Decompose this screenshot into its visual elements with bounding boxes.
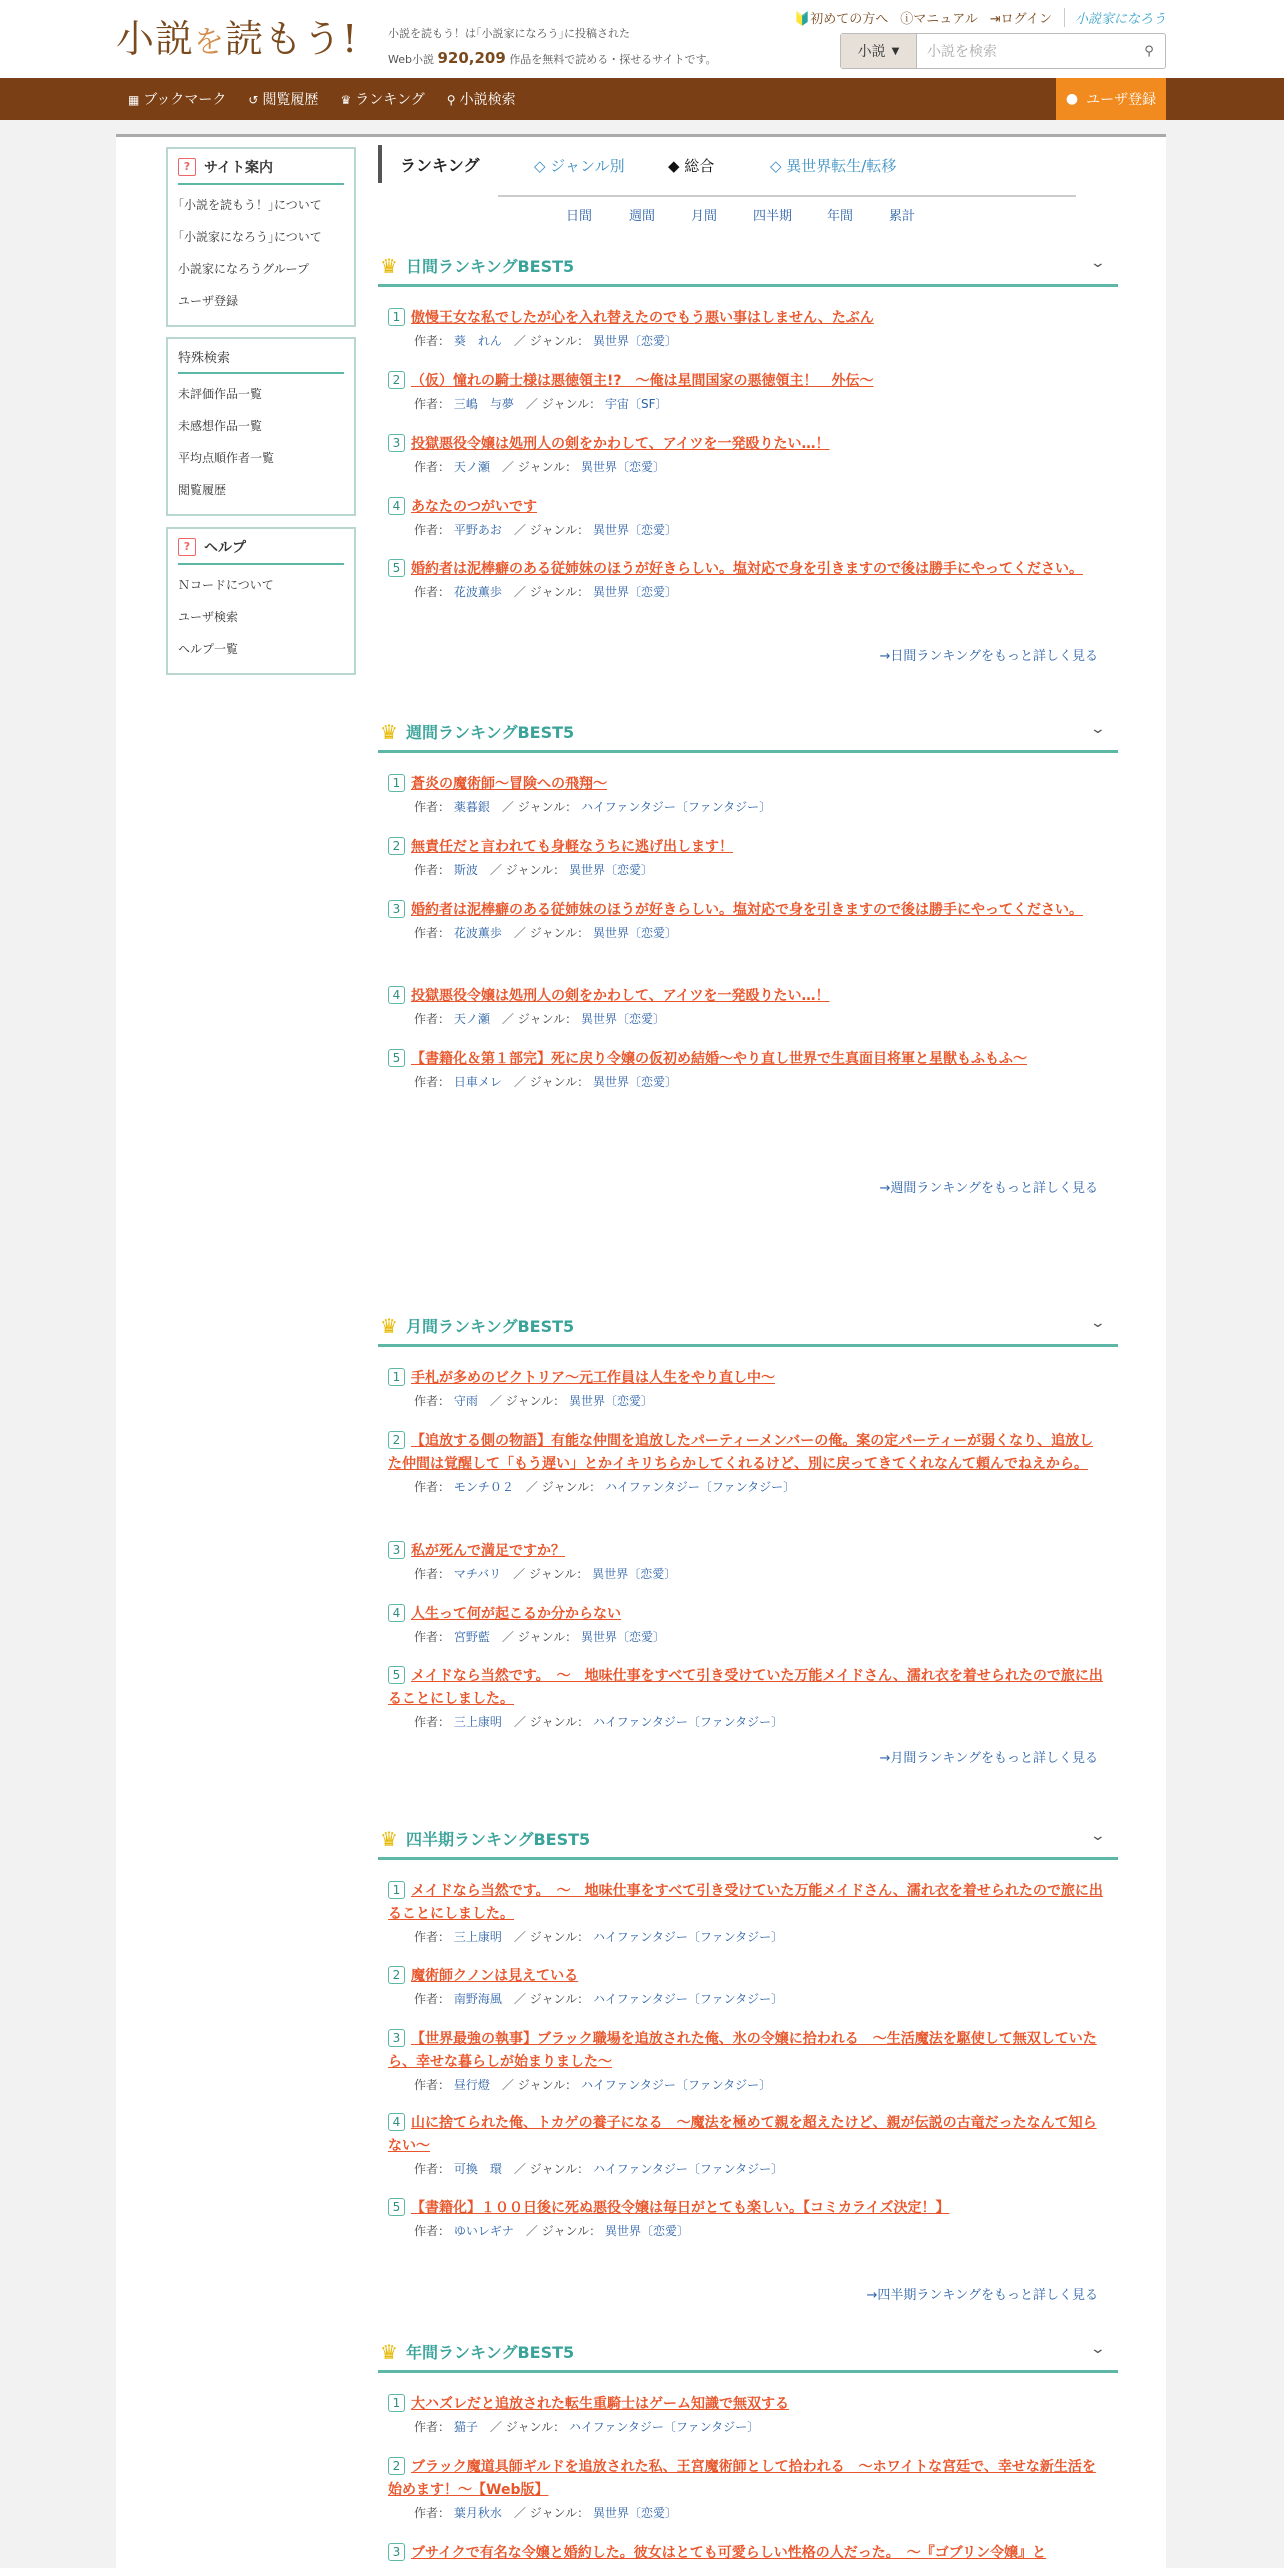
site-logo[interactable] bbox=[116, 14, 358, 68]
genre-label: ／ ジャンル： bbox=[501, 1630, 578, 1644]
logo-text: 小説 bbox=[116, 17, 195, 61]
rank-number: 5 bbox=[388, 559, 405, 577]
sidebar-site-info-heading bbox=[178, 157, 344, 185]
beginners-link[interactable] bbox=[794, 8, 888, 27]
genre-label: ／ ジャンル： bbox=[525, 2224, 602, 2238]
novel-title-link[interactable]: 手札が多めのビクトリア～元工作員は人生をやり直し中～ bbox=[411, 1370, 775, 1386]
author-label: 作者： bbox=[414, 2224, 451, 2238]
novel-title-link[interactable]: 投獄悪役令嬢は処刑人の剣をかわして、アイツを一発殴りたい…！ bbox=[411, 988, 830, 1004]
chevron-down-icon[interactable]: ⌄ bbox=[1089, 255, 1107, 271]
rank-number: 2 bbox=[388, 837, 405, 855]
search-category-value: 小説 bbox=[857, 44, 886, 60]
ranking-item bbox=[388, 2456, 1106, 2524]
genre-link[interactable]: 異世界〔恋愛〕 bbox=[592, 1075, 677, 1089]
author-link[interactable]: 宮野藍 bbox=[453, 1630, 490, 1644]
author-label: 作者： bbox=[414, 863, 451, 877]
search-input[interactable]: 小説を検索 bbox=[927, 44, 997, 60]
novel-title-link[interactable]: 無責任だと言われても身軽なうちに逃げ出します！ bbox=[411, 839, 733, 855]
sidebar-item-unrated[interactable]: 未評価作品一覧 bbox=[178, 387, 263, 401]
rank-number: 2 bbox=[388, 1966, 405, 1984]
genre-label: ／ ジャンル： bbox=[525, 397, 602, 411]
author-label: 作者： bbox=[414, 1480, 451, 1494]
genre-link[interactable]: ハイファンタジー〔ファンタジー〕 bbox=[592, 1930, 784, 1944]
tab-isekai[interactable]: ◇ 異世界転生/転移 bbox=[770, 157, 897, 175]
ranking-item bbox=[388, 496, 1106, 541]
ranking-item bbox=[388, 836, 1106, 881]
rank-number: 3 bbox=[388, 434, 405, 452]
novel-title-link[interactable]: 大ハズレだと追放された転生重騎士はゲーム知識で無双する bbox=[411, 2396, 789, 2412]
sidebar-item-no-review[interactable]: 未感想作品一覧 bbox=[178, 419, 263, 433]
crown-icon: ♛ bbox=[380, 253, 398, 278]
genre-label: ／ ジャンル： bbox=[513, 1715, 590, 1729]
genre-link[interactable]: ハイファンタジー〔ファンタジー〕 bbox=[604, 1480, 796, 1494]
author-link[interactable]: 花波薫歩 bbox=[453, 926, 502, 940]
tagline-line1: 小説を読もう！は｢小説家になろう｣に投稿された bbox=[388, 27, 630, 40]
novel-title-link[interactable]: 人生って何が起こるか分からない bbox=[411, 1606, 621, 1622]
author-label: 作者： bbox=[414, 800, 451, 814]
author-link[interactable]: 南野海風 bbox=[453, 1992, 502, 2006]
author-label: 作者： bbox=[414, 2078, 451, 2092]
genre-link[interactable]: ハイファンタジー〔ファンタジー〕 bbox=[592, 2162, 784, 2176]
sidebar-item-history[interactable]: 閲覧履歴 bbox=[178, 483, 227, 497]
nav-history[interactable] bbox=[248, 89, 318, 109]
nav-ranking-label: ランキング bbox=[355, 92, 425, 108]
sidebar-special-heading bbox=[178, 347, 344, 374]
rank-number: 4 bbox=[388, 1604, 405, 1622]
author-label: 作者： bbox=[414, 460, 451, 474]
rank-number: 2 bbox=[388, 371, 405, 389]
genre-label: ／ ジャンル： bbox=[513, 1075, 590, 1089]
ranking-item bbox=[388, 1603, 1106, 1648]
ranking-tabs bbox=[378, 145, 1078, 183]
section-title: 月間ランキングBEST5 bbox=[405, 1317, 575, 1336]
genre-link[interactable]: 宇宙〔SF〕 bbox=[604, 397, 668, 411]
genre-label: ／ ジャンル： bbox=[501, 1012, 578, 1026]
author-link[interactable]: 花波薫歩 bbox=[453, 585, 502, 599]
author-link[interactable]: 平野あお bbox=[453, 523, 502, 537]
author-link[interactable]: 日車メレ bbox=[453, 1075, 502, 1089]
tabs-accent-bar bbox=[378, 145, 382, 183]
nav-search-label: 小説検索 bbox=[459, 92, 516, 108]
site-tagline bbox=[388, 22, 717, 72]
genre-link[interactable]: 異世界〔恋愛〕 bbox=[568, 1394, 653, 1408]
sidebar-item-about-yomou[interactable]: ｢小説を読もう！｣について bbox=[178, 198, 322, 212]
author-label: 作者： bbox=[414, 1075, 451, 1089]
genre-label: ／ ジャンル： bbox=[489, 863, 566, 877]
period-weekly[interactable]: 週間 bbox=[629, 209, 656, 224]
author-label: 作者： bbox=[414, 334, 451, 348]
login-link[interactable] bbox=[990, 8, 1052, 27]
ranking-section-daily bbox=[378, 247, 1118, 667]
crown-icon: ♛ bbox=[380, 719, 398, 744]
login-label: ログイン bbox=[1000, 12, 1052, 27]
ranking-title: ランキング bbox=[400, 156, 480, 175]
genre-label: ／ ジャンル： bbox=[513, 926, 590, 940]
tab-overall[interactable]: ◆ 総合 bbox=[668, 157, 715, 175]
sidebar-item-avg-score[interactable]: 平均点順作者一覧 bbox=[178, 451, 275, 465]
history-icon: ↺ bbox=[248, 93, 259, 107]
author-label: 作者： bbox=[414, 2506, 451, 2520]
logo-text-rest: 読もう! bbox=[225, 17, 359, 61]
genre-link[interactable]: ハイファンタジー〔ファンタジー〕 bbox=[568, 2420, 760, 2434]
chevron-down-icon[interactable]: ⌄ bbox=[1089, 721, 1107, 737]
ranking-item bbox=[388, 1880, 1106, 1948]
ranking-item bbox=[388, 307, 1106, 352]
ranking-item bbox=[388, 1665, 1106, 1733]
author-label: 作者： bbox=[414, 1992, 451, 2006]
genre-link[interactable]: 異世界〔恋愛〕 bbox=[592, 523, 677, 537]
author-label: 作者： bbox=[414, 926, 451, 940]
header-links bbox=[794, 8, 1166, 27]
ranking-item bbox=[388, 370, 1106, 415]
sidebar-item-user-search[interactable]: ユーザ検索 bbox=[178, 610, 239, 624]
crown-icon: ♛ bbox=[340, 93, 352, 107]
chevron-down-icon[interactable]: ⌄ bbox=[1089, 2341, 1107, 2357]
ranking-item bbox=[388, 2542, 1106, 2565]
genre-label: ／ ジャンル： bbox=[525, 1480, 602, 1494]
genre-label: ／ ジャンル： bbox=[513, 2506, 590, 2520]
chevron-down-icon[interactable]: ⌄ bbox=[1089, 1828, 1107, 1844]
period-monthly[interactable]: 月間 bbox=[691, 209, 718, 224]
genre-link[interactable]: 異世界〔恋愛〕 bbox=[580, 460, 665, 474]
author-label: 作者： bbox=[414, 1930, 451, 1944]
genre-link[interactable]: ハイファンタジー〔ファンタジー〕 bbox=[592, 1715, 784, 1729]
sidebar-special-title: 特殊検索 bbox=[178, 351, 231, 366]
period-yearly[interactable]: 年間 bbox=[827, 209, 854, 224]
main-content bbox=[116, 137, 1166, 2568]
login-icon: ⇥ bbox=[989, 12, 1001, 27]
sidebar-item-about-narou[interactable]: ｢小説家になろう｣について bbox=[178, 230, 322, 244]
question-icon: ? bbox=[178, 538, 196, 556]
genre-link[interactable]: 異世界〔恋愛〕 bbox=[568, 863, 653, 877]
genre-label: ／ ジャンル： bbox=[513, 2162, 590, 2176]
genre-link[interactable]: 異世界〔恋愛〕 bbox=[592, 334, 677, 348]
tabs-underline bbox=[498, 195, 1076, 197]
sidebar-help-title: ヘルプ bbox=[204, 540, 246, 556]
novel-title-link[interactable]: 投獄悪役令嬢は処刑人の剣をかわして、アイツを一発殴りたい…！ bbox=[411, 436, 830, 452]
sidebar-help-heading bbox=[178, 537, 344, 565]
ranking-section-yearly bbox=[378, 2333, 1118, 2568]
author-label: 作者： bbox=[414, 1715, 451, 1729]
rank-number: 3 bbox=[388, 1541, 405, 1559]
genre-label: ／ ジャンル： bbox=[489, 1394, 566, 1408]
genre-label: ／ ジャンル： bbox=[489, 2420, 566, 2434]
author-label: 作者： bbox=[414, 397, 451, 411]
site-header bbox=[0, 0, 1284, 78]
nav-bookmark[interactable] bbox=[128, 89, 226, 109]
novel-title-link[interactable]: 【世界最強の執事】ブラック職場を追放された俺、氷の令嬢に拾われる ～生活魔法を駆使して無双していたら、幸せな暮らしが始まりました～ bbox=[388, 2031, 1097, 2070]
main-navbar bbox=[0, 78, 1284, 120]
beginner-icon: 🔰 bbox=[794, 12, 811, 27]
genre-label: ／ ジャンル： bbox=[501, 460, 578, 474]
sidebar-site-info bbox=[166, 147, 356, 327]
ranking-item bbox=[388, 1048, 1106, 1093]
ranking-item bbox=[388, 1965, 1106, 2010]
period-daily[interactable]: 日間 bbox=[566, 209, 593, 224]
rank-number: 1 bbox=[388, 774, 405, 792]
author-link[interactable]: 天ノ瀬 bbox=[453, 1012, 490, 1026]
genre-link[interactable]: 異世界〔恋愛〕 bbox=[592, 1567, 677, 1581]
novel-title-link[interactable]: 【追放する側の物語】有能な仲間を追放したパーティーメンバーの俺。案の定パーティーが弱くなり、追放した仲間は覚醒して「もう遅い」とかイキリちらかしてくれるけど、別に戻ってきてくれなんて頼んでねえから。 bbox=[388, 1433, 1094, 1472]
nav-search[interactable] bbox=[447, 89, 516, 109]
user-register-button[interactable] bbox=[1056, 78, 1166, 120]
search-box bbox=[840, 33, 1166, 69]
crown-icon: ♛ bbox=[380, 1313, 398, 1338]
tagline-prefix: Web小説 bbox=[388, 53, 434, 66]
genre-link[interactable]: ハイファンタジー〔ファンタジー〕 bbox=[580, 800, 772, 814]
crown-icon: ♛ bbox=[380, 2339, 398, 2364]
ranking-item bbox=[388, 558, 1106, 603]
genre-label: ／ ジャンル： bbox=[513, 523, 590, 537]
sidebar-item-narou-group[interactable]: 小説家になろうグループ bbox=[178, 262, 310, 276]
section-title: 週間ランキングBEST5 bbox=[405, 723, 575, 742]
novel-title-link[interactable]: 婚約者は泥棒癖のある従姉妹のほうが好きらしい。塩対応で身を引きますので後は勝手にやってください。 bbox=[411, 561, 1083, 577]
author-label: 作者： bbox=[414, 2162, 451, 2176]
genre-label: ／ ジャンル： bbox=[501, 2078, 578, 2092]
ranking-item bbox=[388, 2028, 1106, 2096]
author-link[interactable]: 三上康明 bbox=[453, 1715, 502, 1729]
rank-number: 1 bbox=[388, 1881, 405, 1899]
novel-title-link[interactable]: 傲慢王女な私でしたが心を入れ替えたのでもう悪い事はしません、たぶん bbox=[411, 310, 874, 326]
author-link[interactable]: 昼行燈 bbox=[453, 2078, 490, 2092]
author-label: 作者： bbox=[414, 1567, 451, 1581]
rank-number: 1 bbox=[388, 1368, 405, 1386]
section-title: 年間ランキングBEST5 bbox=[405, 2343, 575, 2362]
search-category-select[interactable] bbox=[841, 34, 917, 68]
chevron-down-icon[interactable]: ⌄ bbox=[1089, 1315, 1107, 1331]
ranking-item bbox=[388, 2197, 1106, 2242]
novel-title-link[interactable]: 私が死んで満足ですか？ bbox=[411, 1543, 565, 1559]
author-link[interactable]: モンチ０２ bbox=[453, 1480, 514, 1494]
ranking-section-header[interactable] bbox=[378, 2333, 1118, 2373]
ranking-item bbox=[388, 2393, 1106, 2438]
more-ranking-link[interactable]: →四半期ランキングをもっと詳しく見る bbox=[866, 2288, 1098, 2303]
author-label: 作者： bbox=[414, 2420, 451, 2434]
rank-number: 5 bbox=[388, 2198, 405, 2216]
ranking-item bbox=[388, 899, 1106, 944]
novel-title-link[interactable]: 婚約者は泥棒癖のある従姉妹のほうが好きらしい。塩対応で身を引きますので後は勝手にやってください。 bbox=[411, 902, 1083, 918]
rank-number: 3 bbox=[388, 2029, 405, 2047]
sidebar-help bbox=[166, 527, 356, 675]
genre-link[interactable]: ハイファンタジー〔ファンタジー〕 bbox=[580, 2078, 772, 2092]
crown-icon: ♛ bbox=[380, 1826, 398, 1851]
user-icon: ● bbox=[1065, 91, 1079, 107]
rank-number: 3 bbox=[388, 900, 405, 918]
genre-link[interactable]: 異世界〔恋愛〕 bbox=[580, 1630, 665, 1644]
rank-number: 4 bbox=[388, 497, 405, 515]
author-link[interactable]: 三上康明 bbox=[453, 1930, 502, 1944]
author-link[interactable]: 天ノ瀬 bbox=[453, 460, 490, 474]
nav-bookmark-label: ブックマーク bbox=[143, 92, 227, 108]
ranking-section-header[interactable] bbox=[378, 247, 1118, 287]
chevron-down-icon: ▼ bbox=[891, 45, 900, 57]
author-link[interactable]: 斯波 bbox=[453, 863, 478, 877]
novel-title-link[interactable]: あなたのつがいです bbox=[411, 499, 537, 515]
novel-title-link[interactable]: 【書籍化＆第１部完】死に戻り令嬢の仮初め結婚～やり直し世界で生真面目将軍と星獣もふもふ～ bbox=[411, 1051, 1027, 1067]
author-label: 作者： bbox=[414, 1630, 451, 1644]
sidebar-site-info-title: サイト案内 bbox=[204, 160, 274, 176]
author-label: 作者： bbox=[414, 1394, 451, 1408]
ranking-section-weekly bbox=[378, 713, 1118, 1196]
genre-link[interactable]: 異世界〔恋愛〕 bbox=[580, 1012, 665, 1026]
logo-text-wo: を bbox=[194, 25, 226, 60]
novel-title-link[interactable]: 蒼炎の魔術師～冒険への飛翔～ bbox=[411, 776, 607, 792]
tab-genre[interactable]: ◇ ジャンル別 bbox=[534, 157, 625, 175]
rank-number: 3 bbox=[388, 2543, 405, 2561]
rank-number: 4 bbox=[388, 2113, 405, 2131]
author-label: 作者： bbox=[414, 1012, 451, 1026]
search-button[interactable] bbox=[1133, 34, 1165, 68]
ranking-item bbox=[388, 1367, 1106, 1412]
genre-label: ／ ジャンル： bbox=[513, 1930, 590, 1944]
section-title: 四半期ランキングBEST5 bbox=[405, 1830, 591, 1849]
tagline-suffix: 作品を無料で読める・探せるサイトです。 bbox=[509, 53, 717, 66]
period-total[interactable]: 累計 bbox=[889, 209, 916, 224]
novel-title-link[interactable]: メイドなら当然です。 ～ 地味仕事をすべて引き受けていた万能メイドさん、濡れ衣を着せられたので旅に出ることにしました。 bbox=[388, 1883, 1103, 1922]
author-link[interactable]: 葵 れん bbox=[453, 334, 502, 348]
ranking-item bbox=[388, 1430, 1106, 1498]
sidebar-item-help-list[interactable]: ヘルプ一覧 bbox=[178, 642, 239, 656]
genre-label: ／ ジャンル： bbox=[513, 585, 590, 599]
rank-number: 1 bbox=[388, 2394, 405, 2412]
author-link[interactable]: 三嶋 与夢 bbox=[453, 397, 514, 411]
genre-label: ／ ジャンル： bbox=[513, 1992, 590, 2006]
author-link[interactable]: ゆいレギナ bbox=[453, 2224, 514, 2238]
section-title: 日間ランキングBEST5 bbox=[405, 257, 575, 276]
manual-link[interactable] bbox=[900, 8, 978, 27]
author-link[interactable]: 葉月秋水 bbox=[453, 2506, 502, 2520]
ranking-item bbox=[388, 1540, 1106, 1585]
genre-label: ／ ジャンル： bbox=[501, 800, 578, 814]
novel-count: 920,209 bbox=[437, 49, 506, 67]
genre-link[interactable]: 異世界〔恋愛〕 bbox=[592, 585, 677, 599]
more-ranking-link[interactable]: →週間ランキングをもっと詳しく見る bbox=[879, 1181, 1098, 1196]
search-icon: ⚲ bbox=[446, 93, 456, 107]
search-icon: ⚲ bbox=[1144, 43, 1154, 59]
more-ranking-link[interactable]: →日間ランキングをもっと詳しく見る bbox=[879, 649, 1098, 664]
question-circle-icon: ⓘ bbox=[900, 12, 914, 27]
narou-logo-link[interactable]: 小説家になろう bbox=[1064, 8, 1166, 27]
register-label: ユーザ登録 bbox=[1086, 92, 1157, 108]
author-link[interactable]: マチバリ bbox=[453, 1567, 502, 1581]
author-label: 作者： bbox=[414, 585, 451, 599]
author-link[interactable]: 猫子 bbox=[453, 2420, 478, 2434]
rank-number: 5 bbox=[388, 1666, 405, 1684]
novel-title-link[interactable]: 【書籍化】１００日後に死ぬ悪役令嬢は毎日がとても楽しい。【コミカライズ決定！】 bbox=[411, 2200, 950, 2216]
period-quarterly[interactable]: 四半期 bbox=[753, 209, 793, 224]
genre-link[interactable]: 異世界〔恋愛〕 bbox=[592, 926, 677, 940]
novel-title-link[interactable]: 魔術師クノンは見えている bbox=[411, 1968, 579, 1984]
ranking-section-header[interactable] bbox=[378, 1307, 1118, 1347]
genre-link[interactable]: 異世界〔恋愛〕 bbox=[604, 2224, 689, 2238]
ranking-section-header[interactable] bbox=[378, 713, 1118, 753]
genre-label: ／ ジャンル： bbox=[513, 334, 590, 348]
sidebar-item-ncode[interactable]: Ｎコードについて bbox=[178, 578, 274, 592]
ranking-section-monthly bbox=[378, 1307, 1118, 1766]
rank-number: 1 bbox=[388, 308, 405, 326]
novel-title-link[interactable]: ブサイクで有名な令嬢と婚約した。彼女はとても可愛らしい性格の人だった。 ～『ゴブリン令嬢』と bbox=[411, 2545, 1047, 2561]
rank-number: 2 bbox=[388, 2457, 405, 2475]
manual-label: マニュアル bbox=[913, 12, 978, 27]
rank-number: 4 bbox=[388, 986, 405, 1004]
ranking-item bbox=[388, 2112, 1106, 2180]
rank-number: 2 bbox=[388, 1431, 405, 1449]
beginners-label: 初めての方へ bbox=[810, 12, 889, 27]
question-icon: ? bbox=[178, 158, 196, 176]
novel-title-link[interactable]: 山に捨てられた俺、トカゲの養子になる ～魔法を極めて親を超えたけど、親が伝説の古竜だったなんて知らない～ bbox=[388, 2115, 1097, 2154]
novel-title-link[interactable]: （仮）憧れの騎士様は悪徳領主!? ～俺は星間国家の悪徳領主！ 外伝～ bbox=[411, 373, 874, 389]
bookmark-icon: ▦ bbox=[128, 93, 140, 107]
ranking-item bbox=[388, 773, 1106, 818]
author-link[interactable]: 薬暮銀 bbox=[453, 800, 490, 814]
novel-title-link[interactable]: ブラック魔道具師ギルドを追放された私、王宮魔術師として拾われる ～ホワイトな宮廷で、幸せな新生活を始めます！～【Web版】 bbox=[388, 2459, 1096, 2498]
ranking-section-header[interactable] bbox=[378, 1820, 1118, 1860]
more-ranking-link[interactable]: →月間ランキングをもっと詳しく見る bbox=[879, 1751, 1098, 1766]
author-link[interactable]: 守雨 bbox=[453, 1394, 478, 1408]
nav-history-label: 閲覧履歴 bbox=[262, 92, 319, 108]
genre-link[interactable]: 異世界〔恋愛〕 bbox=[592, 2506, 677, 2520]
ranking-item bbox=[388, 433, 1106, 478]
sidebar-item-user-register[interactable]: ユーザ登録 bbox=[178, 294, 239, 308]
genre-link[interactable]: ハイファンタジー〔ファンタジー〕 bbox=[592, 1992, 784, 2006]
sidebar-special-search bbox=[166, 337, 356, 516]
nav-items bbox=[128, 78, 516, 120]
nav-ranking[interactable] bbox=[340, 89, 424, 109]
ranking-section-quarterly bbox=[378, 1820, 1118, 2303]
novel-title-link[interactable]: メイドなら当然です。 ～ 地味仕事をすべて引き受けていた万能メイドさん、濡れ衣を着せられたので旅に出ることにしました。 bbox=[388, 1668, 1103, 1707]
ranking-item bbox=[388, 985, 1106, 1030]
genre-label: ／ ジャンル： bbox=[513, 1567, 589, 1581]
author-link[interactable]: 可換 環 bbox=[453, 2162, 502, 2176]
author-label: 作者： bbox=[414, 523, 451, 537]
rank-number: 5 bbox=[388, 1049, 405, 1067]
